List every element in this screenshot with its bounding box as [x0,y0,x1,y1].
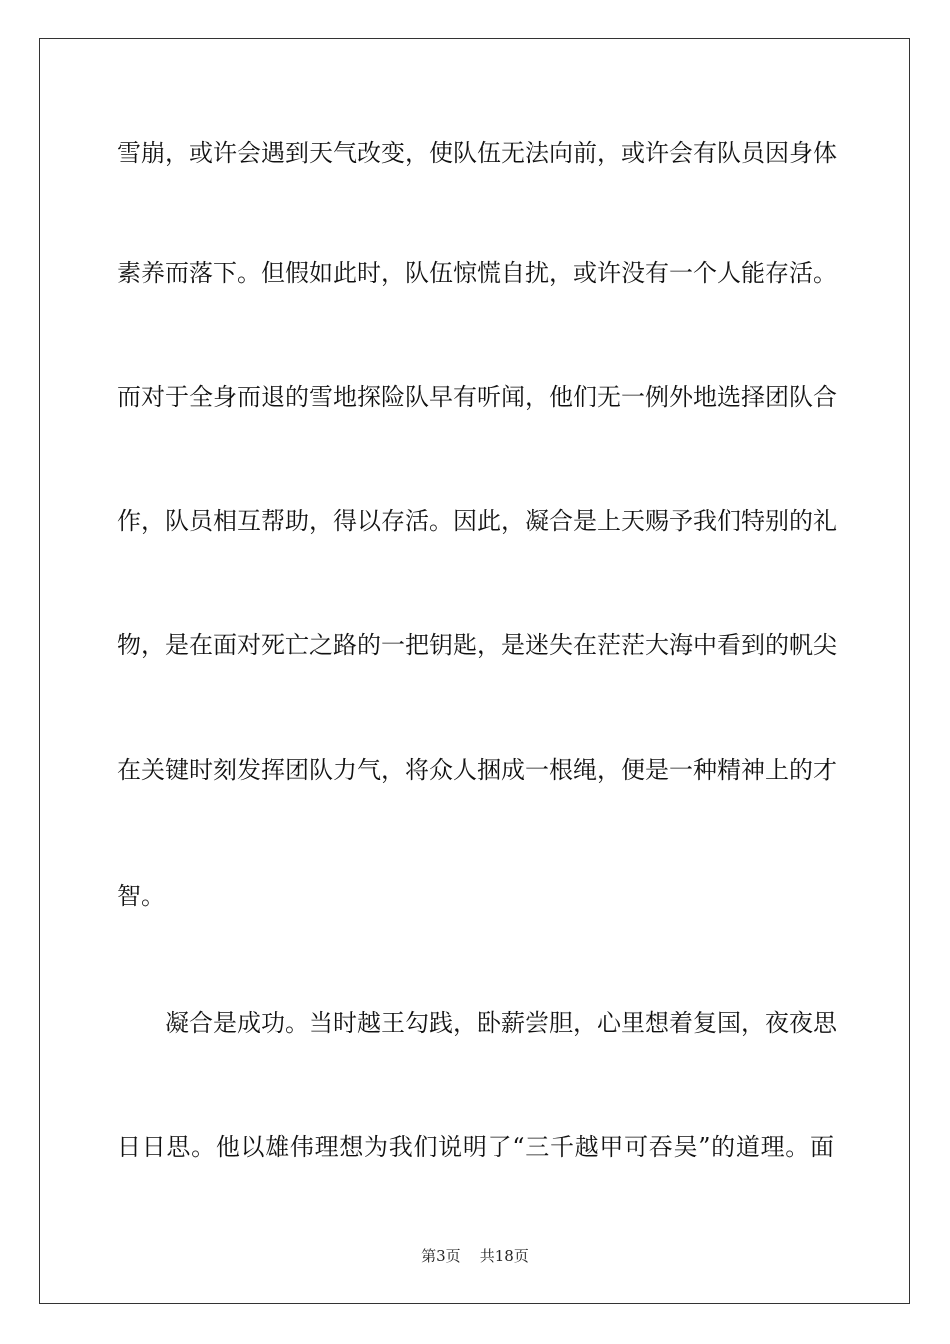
paragraph-line: 作，队员相互帮助，得以存活。因此，凝合是上天赐予我们特别的礼 [117,507,837,535]
paragraph-line: 智。 [117,882,165,910]
paragraph-line: 日日思。他以雄伟理想为我们说明了“三千越甲可吞吴”的道理。面 [117,1133,834,1161]
paragraph-line: 雪崩，或许会遇到天气改变，使队伍无法向前，或许会有队员因身体 [117,139,837,167]
paragraph-line: 在关键时刻发挥团队力气，将众人捆成一根绳，便是一种精神上的才 [117,756,837,784]
page-number: 第3页 [421,1247,461,1265]
page-border [39,38,910,1304]
paragraph-line: 素养而落下。但假如此时，队伍惊慌自扰，或许没有一个人能存活。 [117,259,837,287]
page-footer [0,1247,950,1265]
paragraph-line: 物，是在面对死亡之路的一把钥匙，是迷失在茫茫大海中看到的帆尖 [117,631,837,659]
paragraph-line: 凝合是成功。当时越王勾践，卧薪尝胆，心里想着复国，夜夜思 [165,1009,837,1037]
paragraph-line: 而对于全身而退的雪地探险队早有听闻，他们无一例外地选择团队合 [117,383,837,411]
page-total: 共18页 [479,1247,529,1265]
